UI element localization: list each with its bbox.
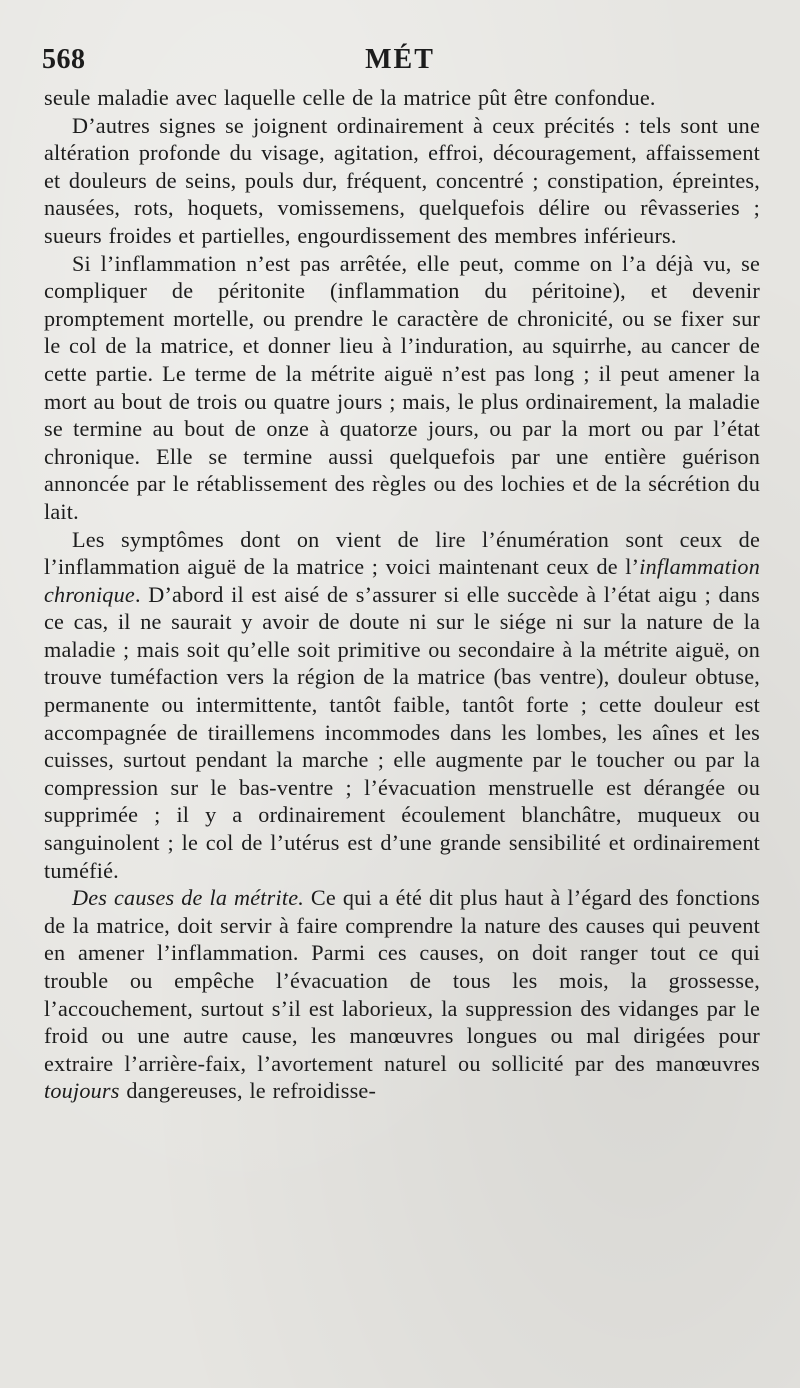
text-run: Les symptômes dont on vient de lire l’énumération sont ceux de l’inflammation aiguë de la matrice ; voici maintenant ceux de l’ <box>44 526 760 580</box>
text-run: . D’abord il est aisé de s’assurer si elle succède à l’état aigu ; dans ce cas, il ne saurait y avoir de doute ni sur le siége ni sur la nature de la maladie ; mais soit qu’elle soit primitive ou secondaire à la métrite aiguë, on trouve tuméfaction vers la région de la matrice (bas ventre), douleur obtuse, permanente ou intermittente, tantôt faible, tantôt forte ; cette douleur est accompagnée de tiraillemens incommodes dans les lombes, les aînes et les cuisses, surtout pendant la marche ; elle augmente par le toucher ou par la compression sur le bas-ventre ; l’évacuation menstruelle est dérangée ou supprimée ; il y a ordinairement écoulement blanchâtre, muqueux ou sanguinolent ; le col de l’utérus est d’une grande sensibilité et ordinairement tuméfié. <box>44 581 760 883</box>
paragraph-2 <box>44 112 760 250</box>
text-run: D’autres signes se joignent ordinairement à ceux précités : tels sont une altération profonde du visage, agitation, effroi, découragement, affaissement et douleurs de seins, pouls dur, fréquent, concentré ; constipation, épreintes, nausées, rots, hoquets, vomissemens, quelquefois délire ou rêvasseries ; sueurs froides et partielles, engourdissement des membres inférieurs. <box>44 112 760 248</box>
paragraph-5 <box>44 884 760 1105</box>
paragraph-3 <box>44 250 760 526</box>
page-number: 568 <box>42 44 86 75</box>
body-text <box>44 84 760 1105</box>
running-head: MÉT <box>365 44 435 75</box>
page-header <box>42 44 758 78</box>
paragraph-1 <box>44 84 760 112</box>
paragraph-4 <box>44 526 760 885</box>
text-run: seule maladie avec laquelle celle de la matrice pût être confondue. <box>44 85 656 110</box>
section-heading-italic: Des causes de la métrite. <box>72 885 305 911</box>
italic-run: toujours <box>44 1078 120 1104</box>
text-run: dangereuses, le refroidisse- <box>119 1078 377 1104</box>
text-run: Si l’inflammation n’est pas arrêtée, elle peut, comme on l’a déjà vu, se compliquer de péritonite (inflammation du péritoine), et devenir promptement mortelle, ou prendre le caractère de chronicité, ou se fixer sur le col de la matrice, et donner lieu à l’induration, au squirrhe, au cancer de cette partie. Le terme de la métrite aiguë n’est pas long ; il peut amener la mort au bout de trois ou quatre jours ; mais, le plus ordinairement, la maladie se termine au bout de onze à quatorze jours, ou par la mort ou par l’état chronique. Elle se termine aussi quelquefois par une entière guérison annoncée par le rétablissement des règles ou des lochies et de la sécrétion du lait. <box>44 250 760 524</box>
text-run: Ce qui a été dit plus haut à l’égard des fonctions de la matrice, doit servir à faire comprendre la nature des causes qui peuvent en amener l’inflammation. Parmi ces causes, on doit ranger tout ce qui trouble ou empêche l’évacuation de tous les mois, la grossesse, l’accouchement, surtout s’il est laborieux, la suppression des vidanges par le froid ou une autre cause, les manœuvres longues ou mal dirigées pour extraire l’arrière-faix, l’avortement naturel ou sollicité par des manœuvres <box>44 885 760 1076</box>
italic-run: inflammation chronique <box>44 554 760 607</box>
